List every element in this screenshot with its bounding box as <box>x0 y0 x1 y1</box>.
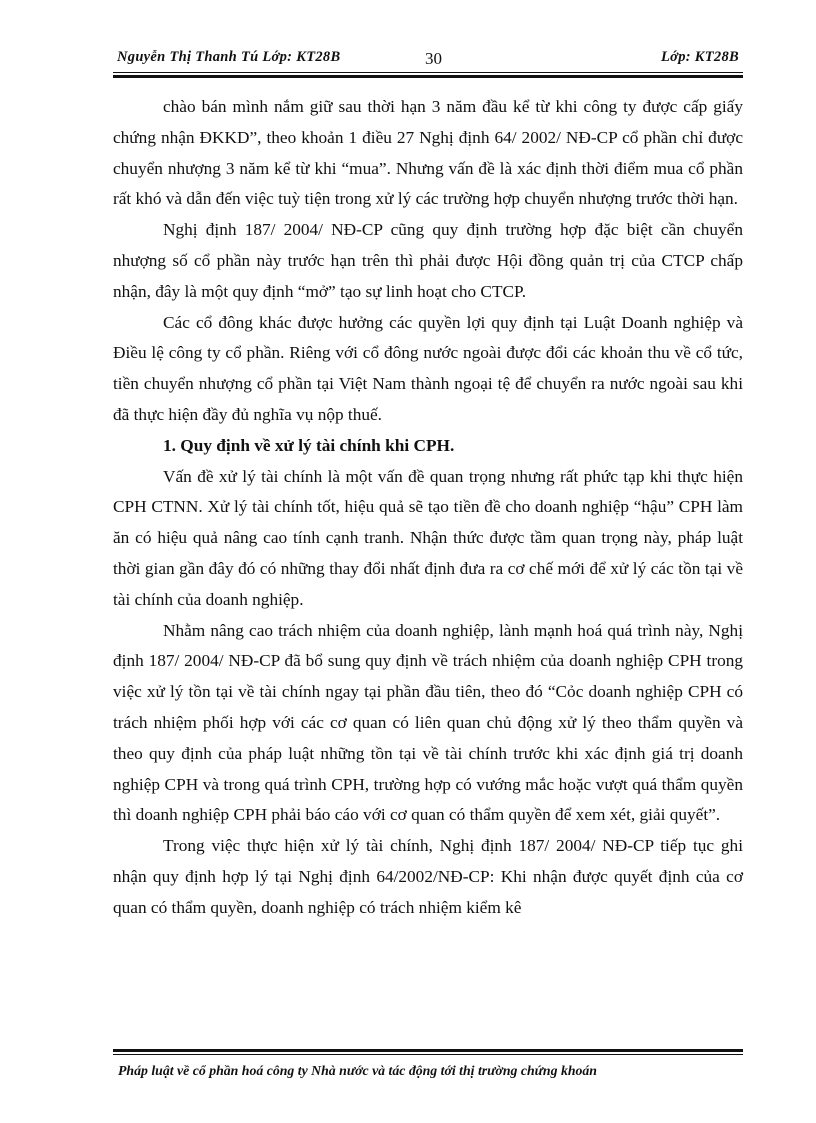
paragraph: chào bán mình nắm giữ sau thời hạn 3 năm đầu kể từ khi công ty được cấp giấy chứng nhận ĐKKD”, theo khoản 1 điều 27 Nghị định 64/ 2002/ NĐ-CP cổ phần chỉ được chuyển nhượng 3 năm kể từ khi “mua”. Nhưng vấn đề là xác định thời điểm mua cổ phần rất khó và dẫn đến việc tuỳ tiện trong xử lý các trường hợp chuyển nhượng trước thời hạn. <box>113 97 743 209</box>
header-author-class: Nguyễn Thị Thanh Tú Lớp: KT28B <box>117 49 341 65</box>
paragraph: Trong việc thực hiện xử lý tài chính, Nghị định 187/ 2004/ NĐ-CP tiếp tục ghi nhận quy định hợp lý tại Nghị định 64/2002/NĐ-CP: Khi nhận được quyết định của cơ quan có thẩm quyền, doanh nghiệp có trách nhiệm kiểm kê <box>113 836 743 917</box>
header-class: Lớp: KT28B <box>660 49 739 65</box>
header-rule-thin <box>113 72 743 73</box>
header-rule-thick <box>113 75 743 78</box>
paragraph: Vấn đề xử lý tài chính là một vấn đề quan trọng nhưng rất phức tạp khi thực hiện CPH CTNN. Xử lý tài chính tốt, hiệu quả sẽ tạo tiền đề cho doanh nghiệp “hậu” CPH làm ăn có hiệu quả nâng cao tính cạnh tranh. Nhận thức được tầm quan trọng này, pháp luật thời gian gần đây đó có những thay đổi nhất định đưa ra cơ chế mới để xử lý các tồn tại về tài chính của doanh nghiệp. <box>113 466 743 609</box>
paragraph: Nhằm nâng cao trách nhiệm của doanh nghiệp, lành mạnh hoá quá trình này, Nghị định 187/ 2004/ NĐ-CP đã bổ sung quy định về trách nhiệm của doanh nghiệp CPH trong việc xử lý tồn tại về tài chính ngay tại phần đầu tiên, theo đó “Cỏc doanh nghiệp CPH có trách nhiệm phối hợp với các cơ quan có liên quan chủ động xử lý theo thẩm quyền và theo quy định của pháp luật những tồn tại về tài chính trước khi xác định giá trị doanh nghiệp CPH và trong quá trình CPH, trường hợp có vướng mắc hoặc vượt quá thẩm quyền thì doanh nghiệp CPH phải báo cáo với cơ quan có thẩm quyền để xem xét, giải quyết”. <box>113 620 743 825</box>
document-body <box>113 92 743 924</box>
footer-rule-thin <box>113 1054 743 1055</box>
page-header <box>113 46 743 70</box>
page-footer: Pháp luật về cổ phần hoá công ty Nhà nước và tác động tới thị trường chứng khoán <box>118 1063 597 1078</box>
paragraph: Nghị định 187/ 2004/ NĐ-CP cũng quy định trường hợp đặc biệt cần chuyển nhượng số cổ phần này trước hạn trên thì phải được Hội đồng quản trị của CTCP chấp nhận, đây là một quy định “mở” tạo sự linh hoạt cho CTCP. <box>113 220 743 301</box>
section-heading: 1. Quy định về xử lý tài chính khi CPH. <box>163 435 455 455</box>
footer-rule-thick <box>113 1049 743 1052</box>
paragraph: Các cổ đông khác được hưởng các quyền lợi quy định tại Luật Doanh nghiệp và Điều lệ công ty cổ phần. Riêng với cổ đông nước ngoài được đổi các khoản thu về cổ tức, tiền chuyển nhượng cổ phần tại Việt Nam thành ngoại tệ để chuyển ra nước ngoài sau khi đã thực hiện đầy đủ nghĩa vụ nộp thuế. <box>113 312 743 424</box>
page-number: 30 <box>425 49 442 68</box>
